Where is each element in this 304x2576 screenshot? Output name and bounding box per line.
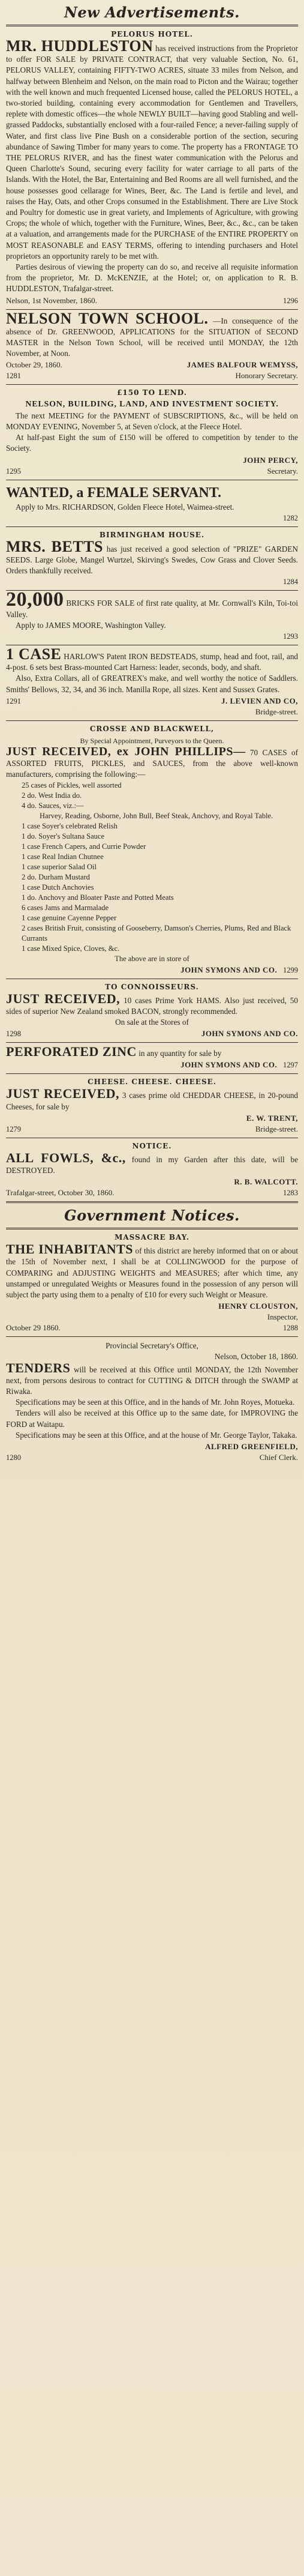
ad-lead: JUST RECEIVED, [6,1086,120,1102]
ad-signatory: JOHN SYMONS AND CO. [201,1029,298,1039]
list-item: 1 do. Anchovy and Bloater Paste and Potted Meats [22,893,174,902]
ad-signature-row [6,1312,298,1322]
ad-iron-bedsteads [6,645,299,717]
ad-perforated-zinc [6,1046,298,1070]
list-item: 1 case Mixed Spice, Cloves, &c. [22,944,120,953]
ad-signature-row [6,1323,298,1333]
ad-body [6,537,299,577]
ad-role: Bridge-street. [255,707,298,716]
ad-text: will be received at this Office until MONDAY, the 12th November next, from persons desirous to contract for CUTTING & DITCH through the SWAMP at Riwaka. [6,1365,298,1396]
ad-number: 1291 [6,696,21,705]
ad-number: 1295 [6,466,21,475]
ad-text-2: At half-past Eight the sum of £150 will be offered to competition by tender to the Society. [6,433,298,453]
ad-body [6,1241,299,1300]
ad-number: 1288 [283,1324,298,1333]
ad-title: TO CONNOISSEURS. [105,982,199,991]
ad-number: 1293 [283,632,298,641]
ad-text-2: Also, Extra Collars, all of GREATREX's make, and well worthy the notice of Saddlers. Smiths' Bellows, 32, 34, and 36 inch. Manilla Rope, all sizes. Kent and Sussex Grates. [6,674,298,694]
ad-text-2: On sale at the Stores of [115,1017,189,1027]
ad-pelorus-hotel [6,30,298,306]
ad-body [6,1088,298,1112]
ad-date: October 29, 1860. [6,360,62,370]
list-item: 2 do. Durham Mustard [22,872,90,881]
ad-title: CROSSE AND BLACKWELL, [89,724,215,733]
ad-lead: ALL FOWLS, &c., [6,1150,126,1165]
ad-role: Honorary Secretary. [235,371,298,381]
ad-number: 1299 [283,965,298,974]
ad-lead: MRS. BETTS [6,537,104,555]
ad-text: has received instructions from the Proprietor to offer FOR SALE by PRIVATE CONTRACT, that very valuable Section, No. 61, PELORUS VALLEY, containing FIFTY-TWO ACRES, situate 33 miles from Nelson, and halfway between Blenheim and Nelson, on the main road to Picton and the Wairau; together with the well known and much frequented Licensed house, called the PELORUS HOTEL, a two-storied building, containing every accommodation for Gentlemen and Travellers, replete with domestic offices—the whole NEWLY BUILT—having good Stabling and well-grassed Paddocks, substantially enclosed with a four-railed Fence; a never-failing supply of Water, and first class live Pine Bush on a considerable portion of the section, securing abundance of Sawing Timber for many years to come. The property has a FRONTAGE TO THE PELORUS RIVER, and has the finest water communication with the Pelorus and Queen Charlotte's Sound, securing every facility for water carriage to all parts of the Islands. With the Hotel, the Bar, Entertaining and Bed Rooms are all well furnished, and the house possesses good cellarage for Wines, Beer, &c. The Land is fertile and level, and raises the Hay, Oats, and other Crops consumed in the Establishment. There are Live Stock and Poultry for domestic use in great variety, and Implements of Agriculture, with growing Crops; the whole of which, together with the Furniture, Wines, Beer, &c., &c., can be taken at a valuation, and arrangements made for the PURCHASE of the ENTIRE PROPERTY on MOST REASONABLE and EASY TERMS, offering to intending purchasers and Hotel proprietors an opportunity rarely to be met with. [6,44,299,261]
ad-text: Apply to Mrs. RICHARDSON, Golden Fleece Hotel, Waimea-street. [16,502,234,511]
list-item: 1 case Dutch Anchovies [22,882,94,891]
list-item: 6 cases Jams and Marmalade [22,903,109,912]
ad-number: 1298 [6,1030,21,1039]
ad-signatory: HENRY CLOUSTON, [218,1302,298,1311]
divider [6,1073,298,1074]
ad-lead: THE INHABITANTS [6,1241,134,1257]
ad-body [6,1360,298,1398]
ad-number: 1280 [6,1453,21,1462]
ad-lead: JUST RECEIVED, ex JOHN PHILLIPS— [6,744,246,758]
ad-signature-row [6,696,298,706]
ad-text: found in my Garden after this date, will be DESTROYED. [6,1154,298,1175]
ad-date: October 29 1860. [6,1323,61,1333]
divider [6,1228,298,1229]
list-item: The above are in store of [115,954,189,963]
ad-text-2: Parties desirous of viewing the property can do so, and receive all requisite information from the proprietor, Mr. D. McKENZIE, at the Hotel; or, on application to R. B. HUDDLESTON, Trafalgar-street. [6,262,298,294]
ad-signature-row [6,1177,298,1187]
ad-notice-fowls [6,1142,298,1198]
ad-body [6,1046,298,1059]
ad-signature-row [6,578,298,587]
ad-signature-row [6,1453,298,1462]
ad-signature-row [6,514,298,523]
ad-signatory: JOHN PERCY, [243,455,298,465]
ad-text: The next MEETING for the PAYMENT of SUBSCRIPTIONS, &c., will be held on MONDAY EVENING, November 5, at Seven o'clock, at the Fleece Hotel. [6,411,298,431]
ad-number: 1284 [283,578,298,587]
ad-role: Chief Clerk. [259,1453,298,1462]
ad-birmingham-house [6,531,298,587]
ad-body [6,991,298,1017]
ad-role: Bridge-street. [255,1124,298,1133]
ad-text: —In consequence of the absence of Dr. GREENWOOD, APPLICATIONS for the SITUATION of SECOND MASTER in the Nelson Town School, will be received until MONDAY, the 12th November, at Noon. [6,316,298,358]
ad-lead: WANTED, a FEMALE SERVANT. [6,484,221,501]
ad-signature-row [6,632,298,641]
ad-signatory: E. W. TRENT, [246,1113,298,1123]
list-item: 1 case genuine Cayenne Pepper [22,913,117,922]
section-heading-government-notices: Government Notices. [64,1207,240,1225]
ad-signature-row [6,1188,298,1198]
ad-signature-row [6,1114,298,1123]
ad-signature-row [6,456,298,465]
ad-role: Secretary. [267,466,298,475]
ad-number: 1281 [6,372,21,381]
ad-number: 1297 [283,1061,298,1070]
ad-text-2: Apply to JAMES MOORE, Washington Valley. [16,620,166,630]
ad-signature-row [6,296,298,306]
list-item: 25 cases of Pickles, well assorted [22,780,122,789]
list-item: 1 case Soyer's celebrated Relish [22,821,118,830]
ad-signatory: JAMES BALFOUR WEMYSS, [186,360,298,370]
gov-tenders [6,1341,298,1462]
ad-bricks [6,588,298,641]
divider [6,1042,298,1043]
ad-title: £150 TO LEND. [117,388,187,397]
ad-signature-row [6,1302,298,1311]
divider [6,1201,298,1203]
divider [6,1336,298,1337]
ad-subtitle: By Special Appointment, Purveyors to the Queen. [80,736,224,745]
ad-signatory: JOHN SYMONS AND CO. [180,965,278,974]
ad-text: in any quantity for sale by [139,1049,222,1058]
ad-female-servant [6,484,298,523]
ad-signatory: ALFRED GREENFIELD, [205,1442,298,1452]
ad-lead: TENDERS [6,1360,71,1375]
ad-signature-row [6,1442,298,1452]
ad-connoisseurs [6,983,298,1039]
ad-nelson-town-school [6,309,298,381]
ad-cheese [6,1078,298,1133]
ad-header-line: Provincial Secretary's Office, [106,1341,198,1351]
ad-text: BRICKS FOR SALE of first rate quality, at Mr. Cornwall's Kiln, Toi-toi Valley. [6,599,298,619]
ad-title: PELORUS HOTEL. [111,30,193,38]
ad-role: Inspector, [267,1312,298,1322]
ad-body [6,588,298,620]
section-heading-new-advertisements: New Advertisements. [64,4,240,21]
ad-text: 10 cases Prime York HAMS. Also just received, 50 sides of superior New Zealand smoked BACON, strongly recommended. [6,995,298,1016]
ad-text-4: Specifications may be seen at this Office, and at the house of Mr. George Taylor, Takaka. [16,1430,297,1440]
list-item: 1 case French Capers, and Currie Powder [22,842,146,851]
ad-text-2: Specifications may be seen at this Office, and in the hands of Mr. John Royes, Motueka. [16,1398,295,1407]
ad-title: NOTICE. [132,1141,172,1150]
ad-signature-row [6,707,298,717]
divider [6,25,298,26]
list-item: 1 case Real Indian Chutnee [22,852,104,861]
ad-number: 1296 [283,296,298,305]
ad-crosse-blackwell [6,725,298,975]
ad-text: 3 cases prime old CHEDDAR CHEESE, in 20-pound Cheeses, for sale by [6,1091,299,1111]
ad-text: 70 CASES of ASSORTED FRUITS, PICKLES, and SAUCES, from the above well-known manufacturers, comprising the following:— [6,747,298,779]
ad-lead: 20,000 [6,588,64,611]
divider [6,720,298,721]
ad-signatory: JOHN SYMONS AND CO. [180,1060,278,1070]
ad-text: HARLOW'S Patent IRON BEDSTEADS, stump, head and foot, rail, and 4-post. 6 sets best Brass-mounted Cart Harness: leader, seconds, body, and shaft. [6,651,299,672]
ad-title: BIRMINGHAM HOUSE. [99,530,205,539]
ad-lead: 1 CASE [6,645,62,663]
ad-lead: MR. HUDDLESTON [6,37,153,55]
ad-body [6,309,298,360]
ad-signatory: R. B. WALCOTT. [234,1177,298,1187]
ad-building-society [6,388,298,475]
divider [6,384,298,385]
ad-signature-row [6,965,298,975]
ad-text: of this district are hereby informed that on or about the 15th of November next, I shall be at COLLINGWOOD for the purpose of COMPARING and ADJUSTING WEIGHTS and MEASURES; after which time, any unstamped or unregulated Weights or Measures found in the possession of any person will subject the party using them to a penalty of £10 for every such Weight or Measure. [6,1246,299,1299]
ad-body [6,1150,298,1176]
list-item: Harvey, Reading, Osborne, John Bull, Beef Steak, Anchovy, and Royal Table. [40,811,273,820]
ad-signature-row [6,1124,298,1134]
ad-title: CHEESE. CHEESE. CHEESE. [88,1078,216,1087]
ad-signature-row [6,1029,298,1039]
ad-item-list [6,780,298,964]
list-item: 1 do. Soyer's Sultana Sauce [22,831,104,840]
ad-date: Nelson, 1st November, 1860. [6,295,97,305]
ad-text-3: Tenders will also be received at this Office up to the same date, for IMPROVING the FORD at Waitapu. [6,1408,298,1429]
ad-body [6,37,299,262]
ad-signatory: J. LEVIEN AND CO, [221,696,298,705]
list-item: 2 cases British Fruit, consisting of Gooseberry, Damson's Cherries, Plums, Red and Black Currants [22,923,291,943]
ad-number: 1279 [6,1124,21,1133]
ad-signature-row [6,1060,298,1070]
ad-lead: JUST RECEIVED, [6,991,121,1006]
gov-massacre-bay [6,1233,298,1333]
divider [6,526,298,527]
ad-signature-row [6,466,298,476]
ad-date: Trafalgar-street, October 30, 1860. [6,1188,115,1198]
list-item: 1 case superior Salad Oil [22,862,97,871]
ad-signature-row [6,371,298,381]
ad-header-line: Nelson, October 18, 1860. [214,1352,298,1362]
ad-number: 1282 [283,513,298,522]
ad-lead: NELSON TOWN SCHOOL. [6,309,209,327]
ad-lead: PERFORATED ZINC [6,1044,137,1060]
ad-body [6,746,298,780]
ad-number: 1283 [283,1189,298,1198]
ad-body [6,645,299,673]
ad-lead: NELSON, BUILDING, LAND, AND INVESTMENT SOCIETY. [25,400,279,409]
list-item: 4 do. Sauces, viz.:— [22,801,84,810]
ad-signature-row [6,360,298,370]
ad-text: has just received a good selection of "PRIZE" GARDEN SEEDS. Large Globe, Mangel Wurtzel, Skirving's Swedes, Cow Grass and Clover Seeds. Orders thankfully received. [6,544,299,576]
list-item: 2 do. West India do. [22,791,82,800]
ad-title: MASSACRE BAY. [115,1233,189,1242]
